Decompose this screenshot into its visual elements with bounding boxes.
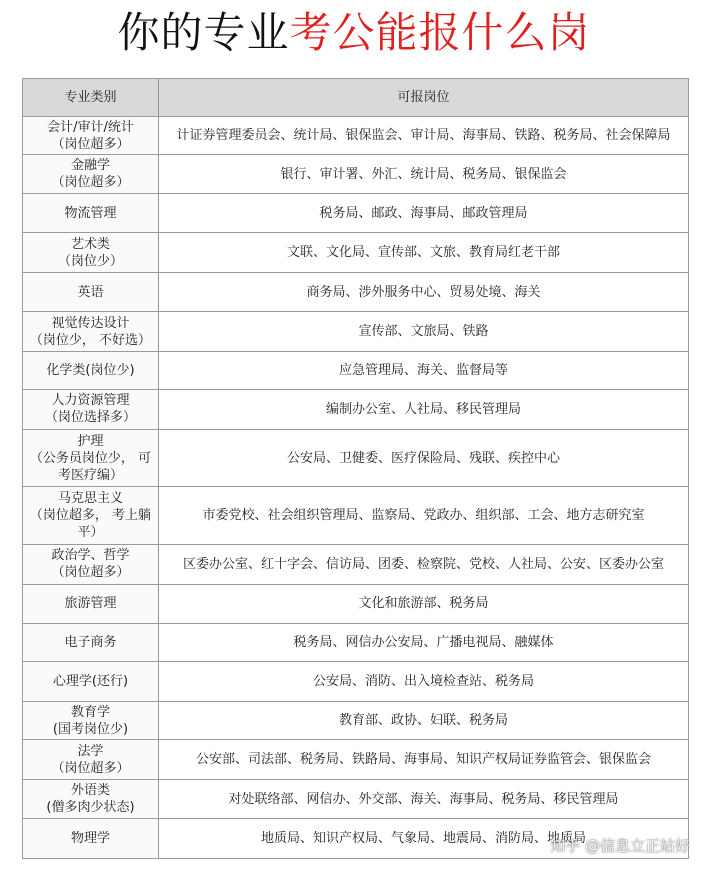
category-cell: 物理学 <box>23 819 159 859</box>
title-part-black: 你的专业 <box>117 8 290 57</box>
category-cell: 教育学 (国考岗位少) <box>23 701 159 739</box>
positions-cell: 区委办公室、红十字会、信访局、团委、检察院、党校、人社局、公安、区委办公室 <box>159 545 689 584</box>
table-row <box>23 701 689 739</box>
positions-cell: 商务局、涉外服务中心、贸易处境、海关 <box>159 272 689 311</box>
category-cell: 政治学、哲学 （岗位超多） <box>23 545 159 584</box>
category-cell: 英语 <box>23 272 159 311</box>
positions-cell: 公安局、卫健委、医疗保险局、残联、疾控中心 <box>159 429 689 487</box>
table-row <box>23 662 689 701</box>
table-row <box>23 740 689 779</box>
header-positions: 可报岗位 <box>159 79 689 117</box>
positions-cell: 公安局、消防、出入境检查站、税务局 <box>159 662 689 701</box>
table-row <box>23 117 689 155</box>
positions-cell: 应急管理局、海关、监督局等 <box>159 351 689 389</box>
table-row <box>23 624 689 662</box>
category-cell: 电子商务 <box>23 624 159 662</box>
category-cell: 艺术类 （岗位少） <box>23 233 159 272</box>
positions-cell: 编制办公室、人社局、移民管理局 <box>159 390 689 429</box>
positions-cell: 公安部、司法部、税务局、铁路局、海事局、知识产权局证券监管会、银保监会 <box>159 740 689 779</box>
positions-cell: 银行、审计署、外汇、统计局、税务局、银保监会 <box>159 155 689 193</box>
table-header-row <box>23 79 689 117</box>
positions-cell: 税务局、邮政、海事局、邮政管理局 <box>159 193 689 232</box>
category-cell: 心理学(还行) <box>23 662 159 701</box>
table-row <box>23 390 689 429</box>
title-part-red: 考公能报什么岗 <box>289 8 591 57</box>
table-row <box>23 429 689 487</box>
table-row <box>23 487 689 545</box>
table-row <box>23 545 689 584</box>
category-cell: 物流管理 <box>23 193 159 232</box>
zhihu-watermark: 知乎 @信息立正站好 <box>550 837 690 855</box>
table-row <box>23 312 689 351</box>
positions-cell: 对处联络部、网信办、外交部、海关、海事局、税务局、移民管理局 <box>159 779 689 818</box>
category-cell: 会计/审计/统计 （岗位超多） <box>23 117 159 155</box>
category-cell: 金融学 （岗位超多） <box>23 155 159 193</box>
header-category: 专业类别 <box>23 79 159 117</box>
page-title <box>0 2 708 64</box>
positions-cell: 教育部、政协、妇联、税务局 <box>159 701 689 739</box>
table-row <box>23 155 689 193</box>
major-positions-table <box>22 78 689 859</box>
category-cell: 外语类 (僧多肉少状态) <box>23 779 159 818</box>
table-row <box>23 272 689 311</box>
category-cell: 法学 （岗位超多） <box>23 740 159 779</box>
category-cell: 马克思主义 （岗位超多， 考上躺 平） <box>23 487 159 545</box>
positions-cell: 地质局、知识产权局、气象局、地震局、消防局、地质局 <box>159 819 689 859</box>
positions-cell: 市委党校、社会组织管理局、监察局、党政办、组织部、工会、地方志研究室 <box>159 487 689 545</box>
table-row <box>23 233 689 272</box>
positions-cell: 宣传部、文旅局、铁路 <box>159 312 689 351</box>
positions-cell: 税务局、网信办公安局、广播电视局、融媒体 <box>159 624 689 662</box>
table-row <box>23 779 689 818</box>
positions-cell: 文化和旅游部、税务局 <box>159 584 689 623</box>
table-row <box>23 584 689 623</box>
category-cell: 护理 （公务员岗位少， 可 考医疗编） <box>23 429 159 487</box>
category-cell: 化学类(岗位少) <box>23 351 159 389</box>
category-cell: 视觉传达设计 （岗位少， 不好选） <box>23 312 159 351</box>
table-row <box>23 351 689 389</box>
positions-cell: 文联、文化局、宣传部、文旅、教育局红老干部 <box>159 233 689 272</box>
table-row <box>23 193 689 232</box>
category-cell: 人力资源管理 （岗位选择多） <box>23 390 159 429</box>
positions-cell: 计证券管理委员会、统计局、银保监会、审计局、海事局、铁路、税务局、社会保障局 <box>159 117 689 155</box>
category-cell: 旅游管理 <box>23 584 159 623</box>
